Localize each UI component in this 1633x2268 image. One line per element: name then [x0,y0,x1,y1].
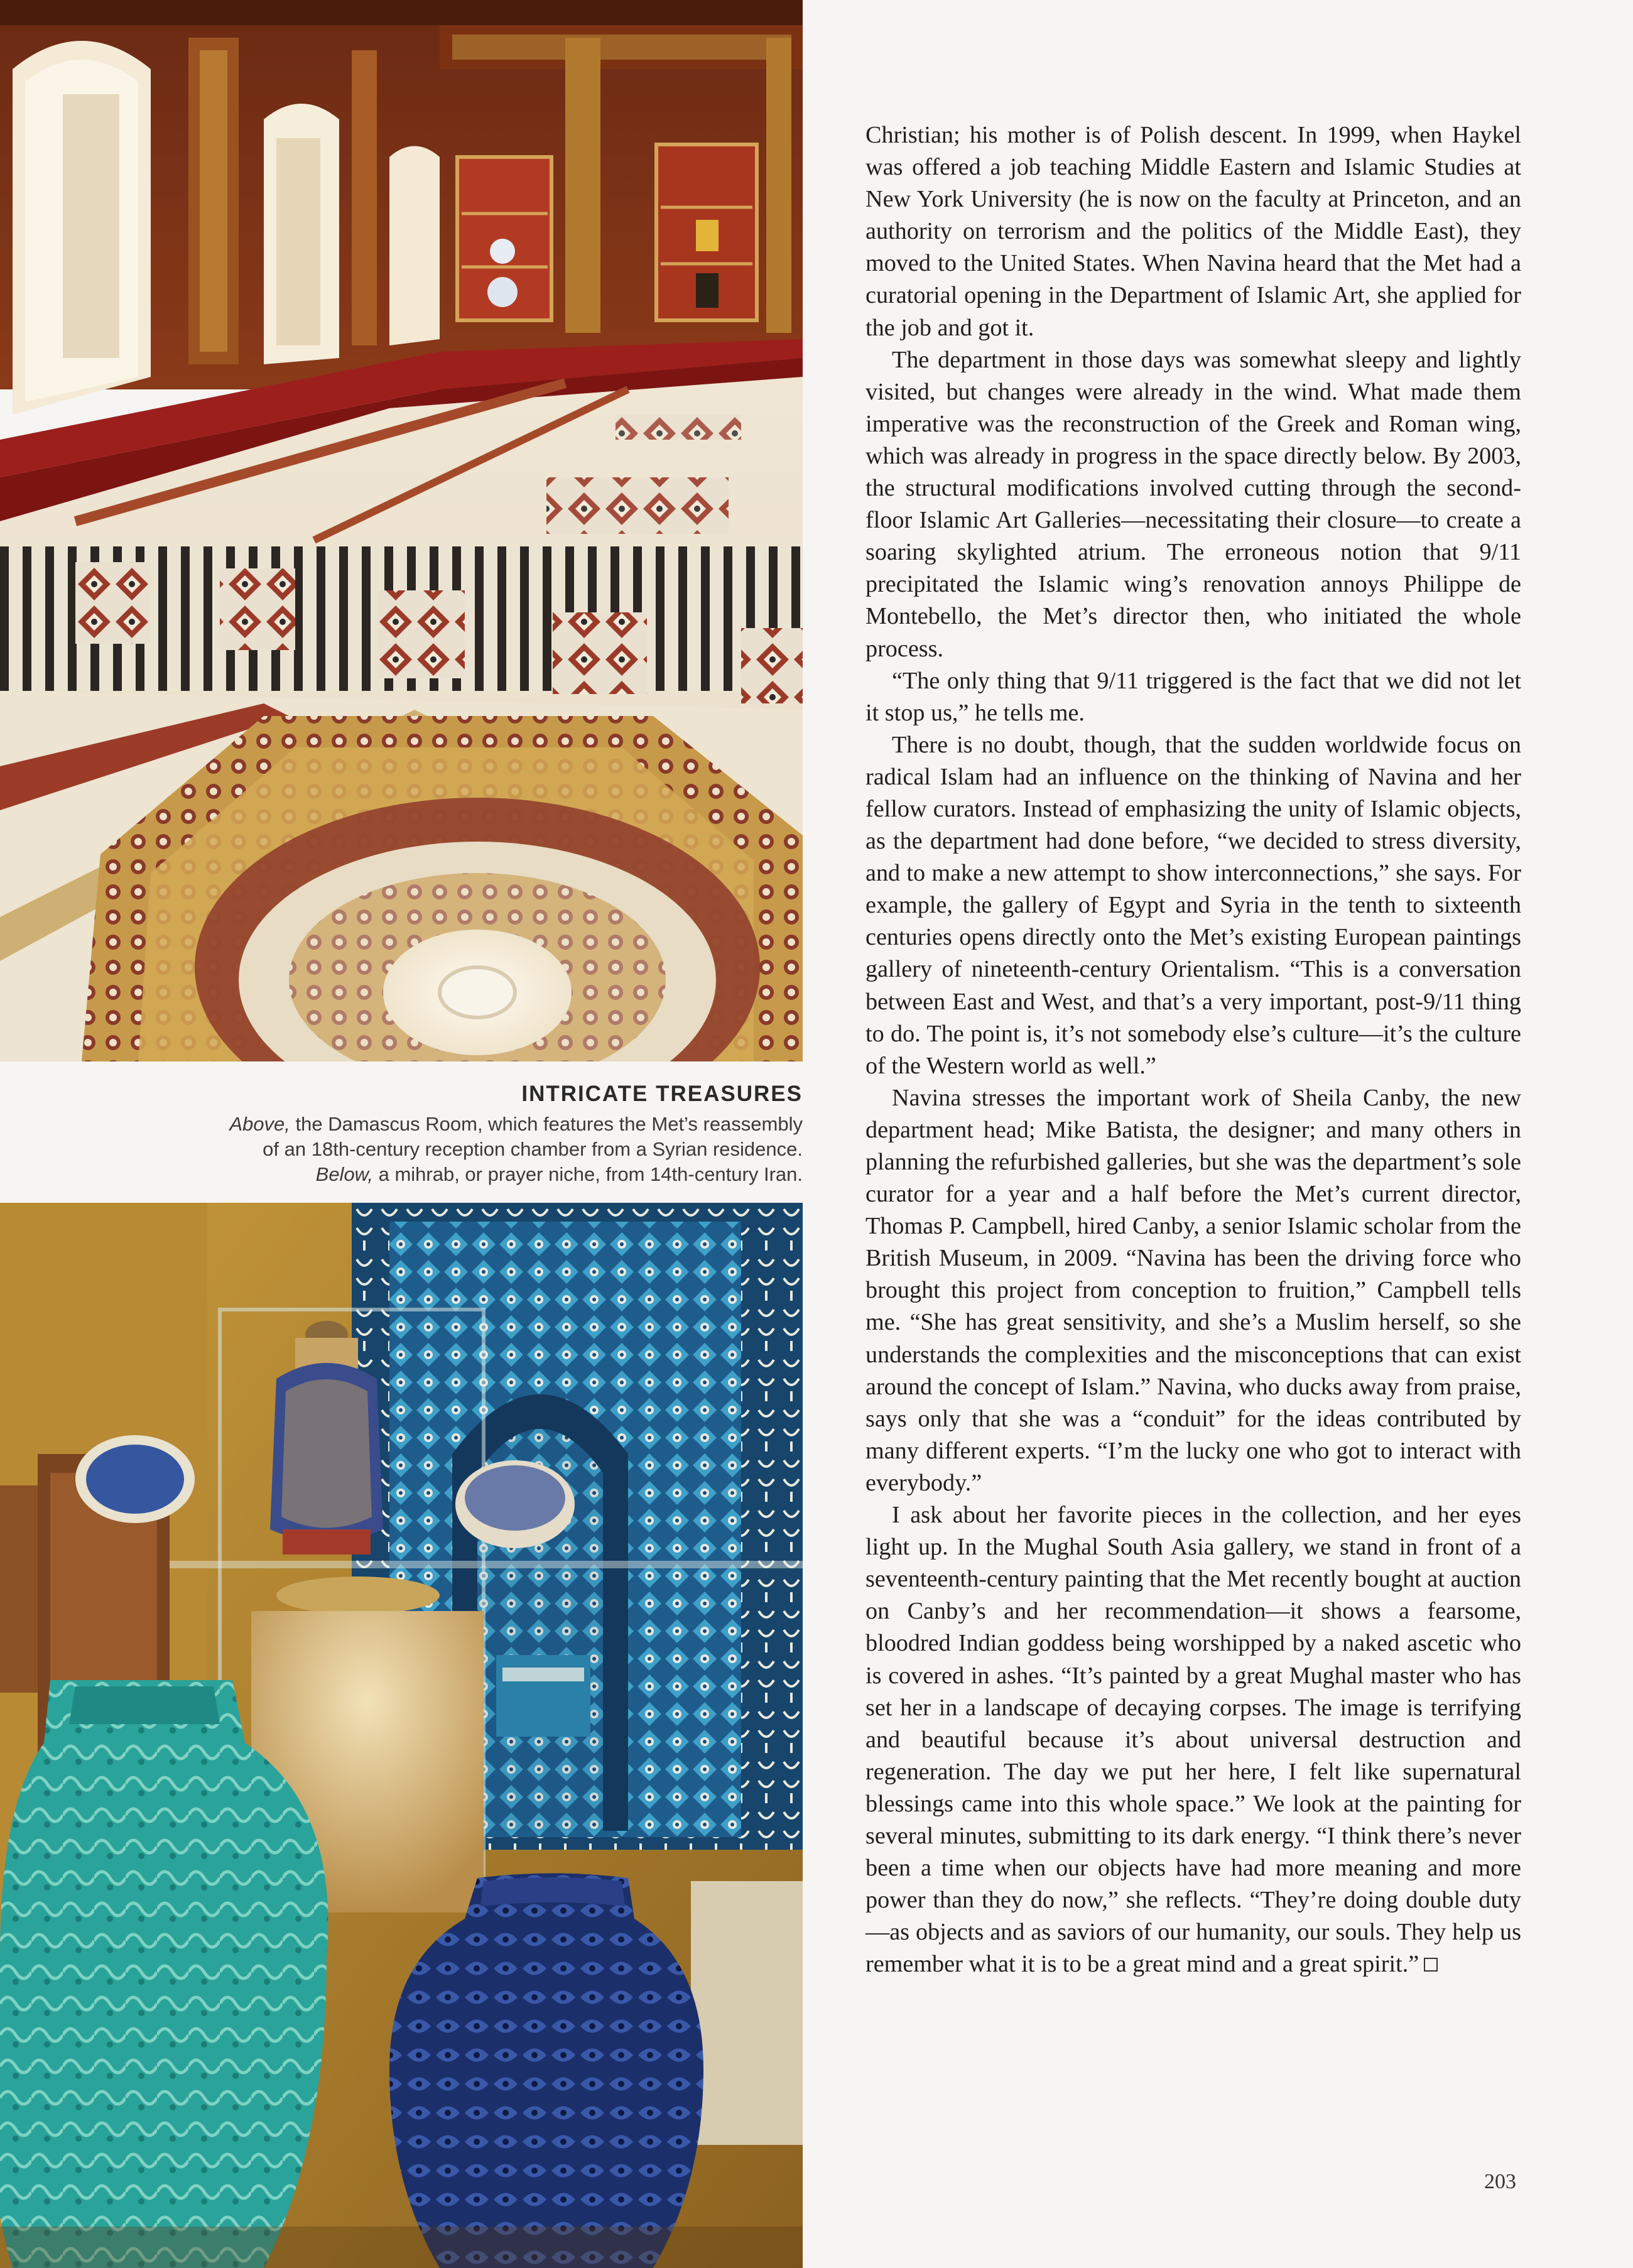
article-paragraph: There is no doubt, though, that the sudden worldwide focus on radical Islam had an influence on the thinking of Navina and her fellow curators. Instead of emphasizing the unity of Islamic objects, as the department had done before, “we decided to stress diversity, and to make a new attempt to show interconnections,” she says. For example, the gallery of Egypt and Syria in the tenth to sixteenth centuries opens directly onto the Met’s existing European paintings gallery of nineteenth-century Orientalism. “This is a conversation between East and West, and that’s a very important, post-9/11 thing to do. The point is, it’s not somebody else’s culture—it’s the culture of the Western world as well.” [865,731,1521,1079]
caption-text: the Damascus Room, which features the Met’s reassembly [290,1113,803,1135]
page-number: 203 [1484,2170,1516,2193]
article-paragraph: The department in those days was somewhat sleepy and lightly visited, but changes were already in the wind. What made them imperative was the reconstruction of the Greek and Roman wing, which was already in progress in the space directly below. By 2003, the structural modifications involved cutting through the second-floor Islamic Art Galleries—necessitating their closure—to create a soaring skylighted atrium. The erroneous notion that 9/11 precipitated the Islamic wing’s renovation annoys Philippe de Montebello, the Met’s director then, who initiated the whole process. [865,346,1521,662]
article-paragraph: Christian; his mother is of Polish descent. In 1999, when Haykel was offered a job teaching Middle Eastern and Islamic Studies at New York University (he is now on the faculty at Princeton, and an authority on terrorism and the politics of the Middle East), they moved to the United States. When Navina heard that the Met had a curatorial opening in the Department of Islamic Art, she applied for the job and got it. [865,122,1521,341]
caption-text: a mihrab, or prayer niche, from 14th-century Iran. [372,1163,803,1185]
caption-above-label: Above, [229,1113,290,1135]
mihrab-photo [0,1203,803,2268]
caption-line [38,1137,803,1162]
caption-title: INTRICATE TREASURES [521,1082,803,1106]
article-paragraph-final [865,1499,1521,1980]
photo-caption [38,1077,803,1187]
article-body [865,119,1521,1980]
end-of-article-square-icon [1424,1958,1438,1972]
article-paragraph-text: I ask about her favorite pieces in the collection, and her eyes light up. In the Mughal South Asia gallery, we stand in front of a seventeenth-century painting that the Met recently bought at auction on Canby’s and her recommendation—it shows a fearsome, bloodred Indian goddess being worshipped by a naked ascetic who is covered in ashes. “It’s painted by a great Mughal master who has set her in a landscape of decaying corpses. The image is terrifying and beautiful because it’s about universal destruction and regeneration. The day we put her here, I felt like supernatural blessings came into this whole space.” We look at the painting for several minutes, submitting to its dark energy. “I think there’s never been a time when our objects have had more meaning and more power than they do now,” she reflects. “They’re doing double duty—as objects and as saviors of our humanity, our souls. They help us remember what it is to be a great mind and a great spirit.” [865,1502,1521,1978]
article-paragraph: “The only thing that 9/11 triggered is the fact that we did not let it stop us,” he tells me. [865,667,1521,726]
caption-below-label: Below, [315,1163,373,1185]
article-paragraph: Navina stresses the important work of Sheila Canby, the new department head; Mike Batista, the designer; and many others in planning the refurbished galleries, but she was the department’s sole curator for a year and a half before the Met’s current director, Thomas P. Campbell, hired Canby, a senior Islamic scholar from the British Museum, in 2009. “Navina has been the driving force who brought this project from conception to fruition,” Campbell tells me. “She has great sensitivity, and she’s a Muslim herself, so she understands the complexities and the misconceptions that can exist around the concept of Islam.” Navina, who ducks away from praise, says only that she was a “conduit” for the ideas contributed by many different experts. “I’m the lucky one who got to interact with everybody.” [865,1084,1521,1496]
caption-text: of an 18th-century reception chamber from a Syrian residence. [263,1138,803,1160]
caption-line [38,1162,803,1187]
damascus-room-photo [0,0,803,1061]
caption-line [38,1112,803,1137]
